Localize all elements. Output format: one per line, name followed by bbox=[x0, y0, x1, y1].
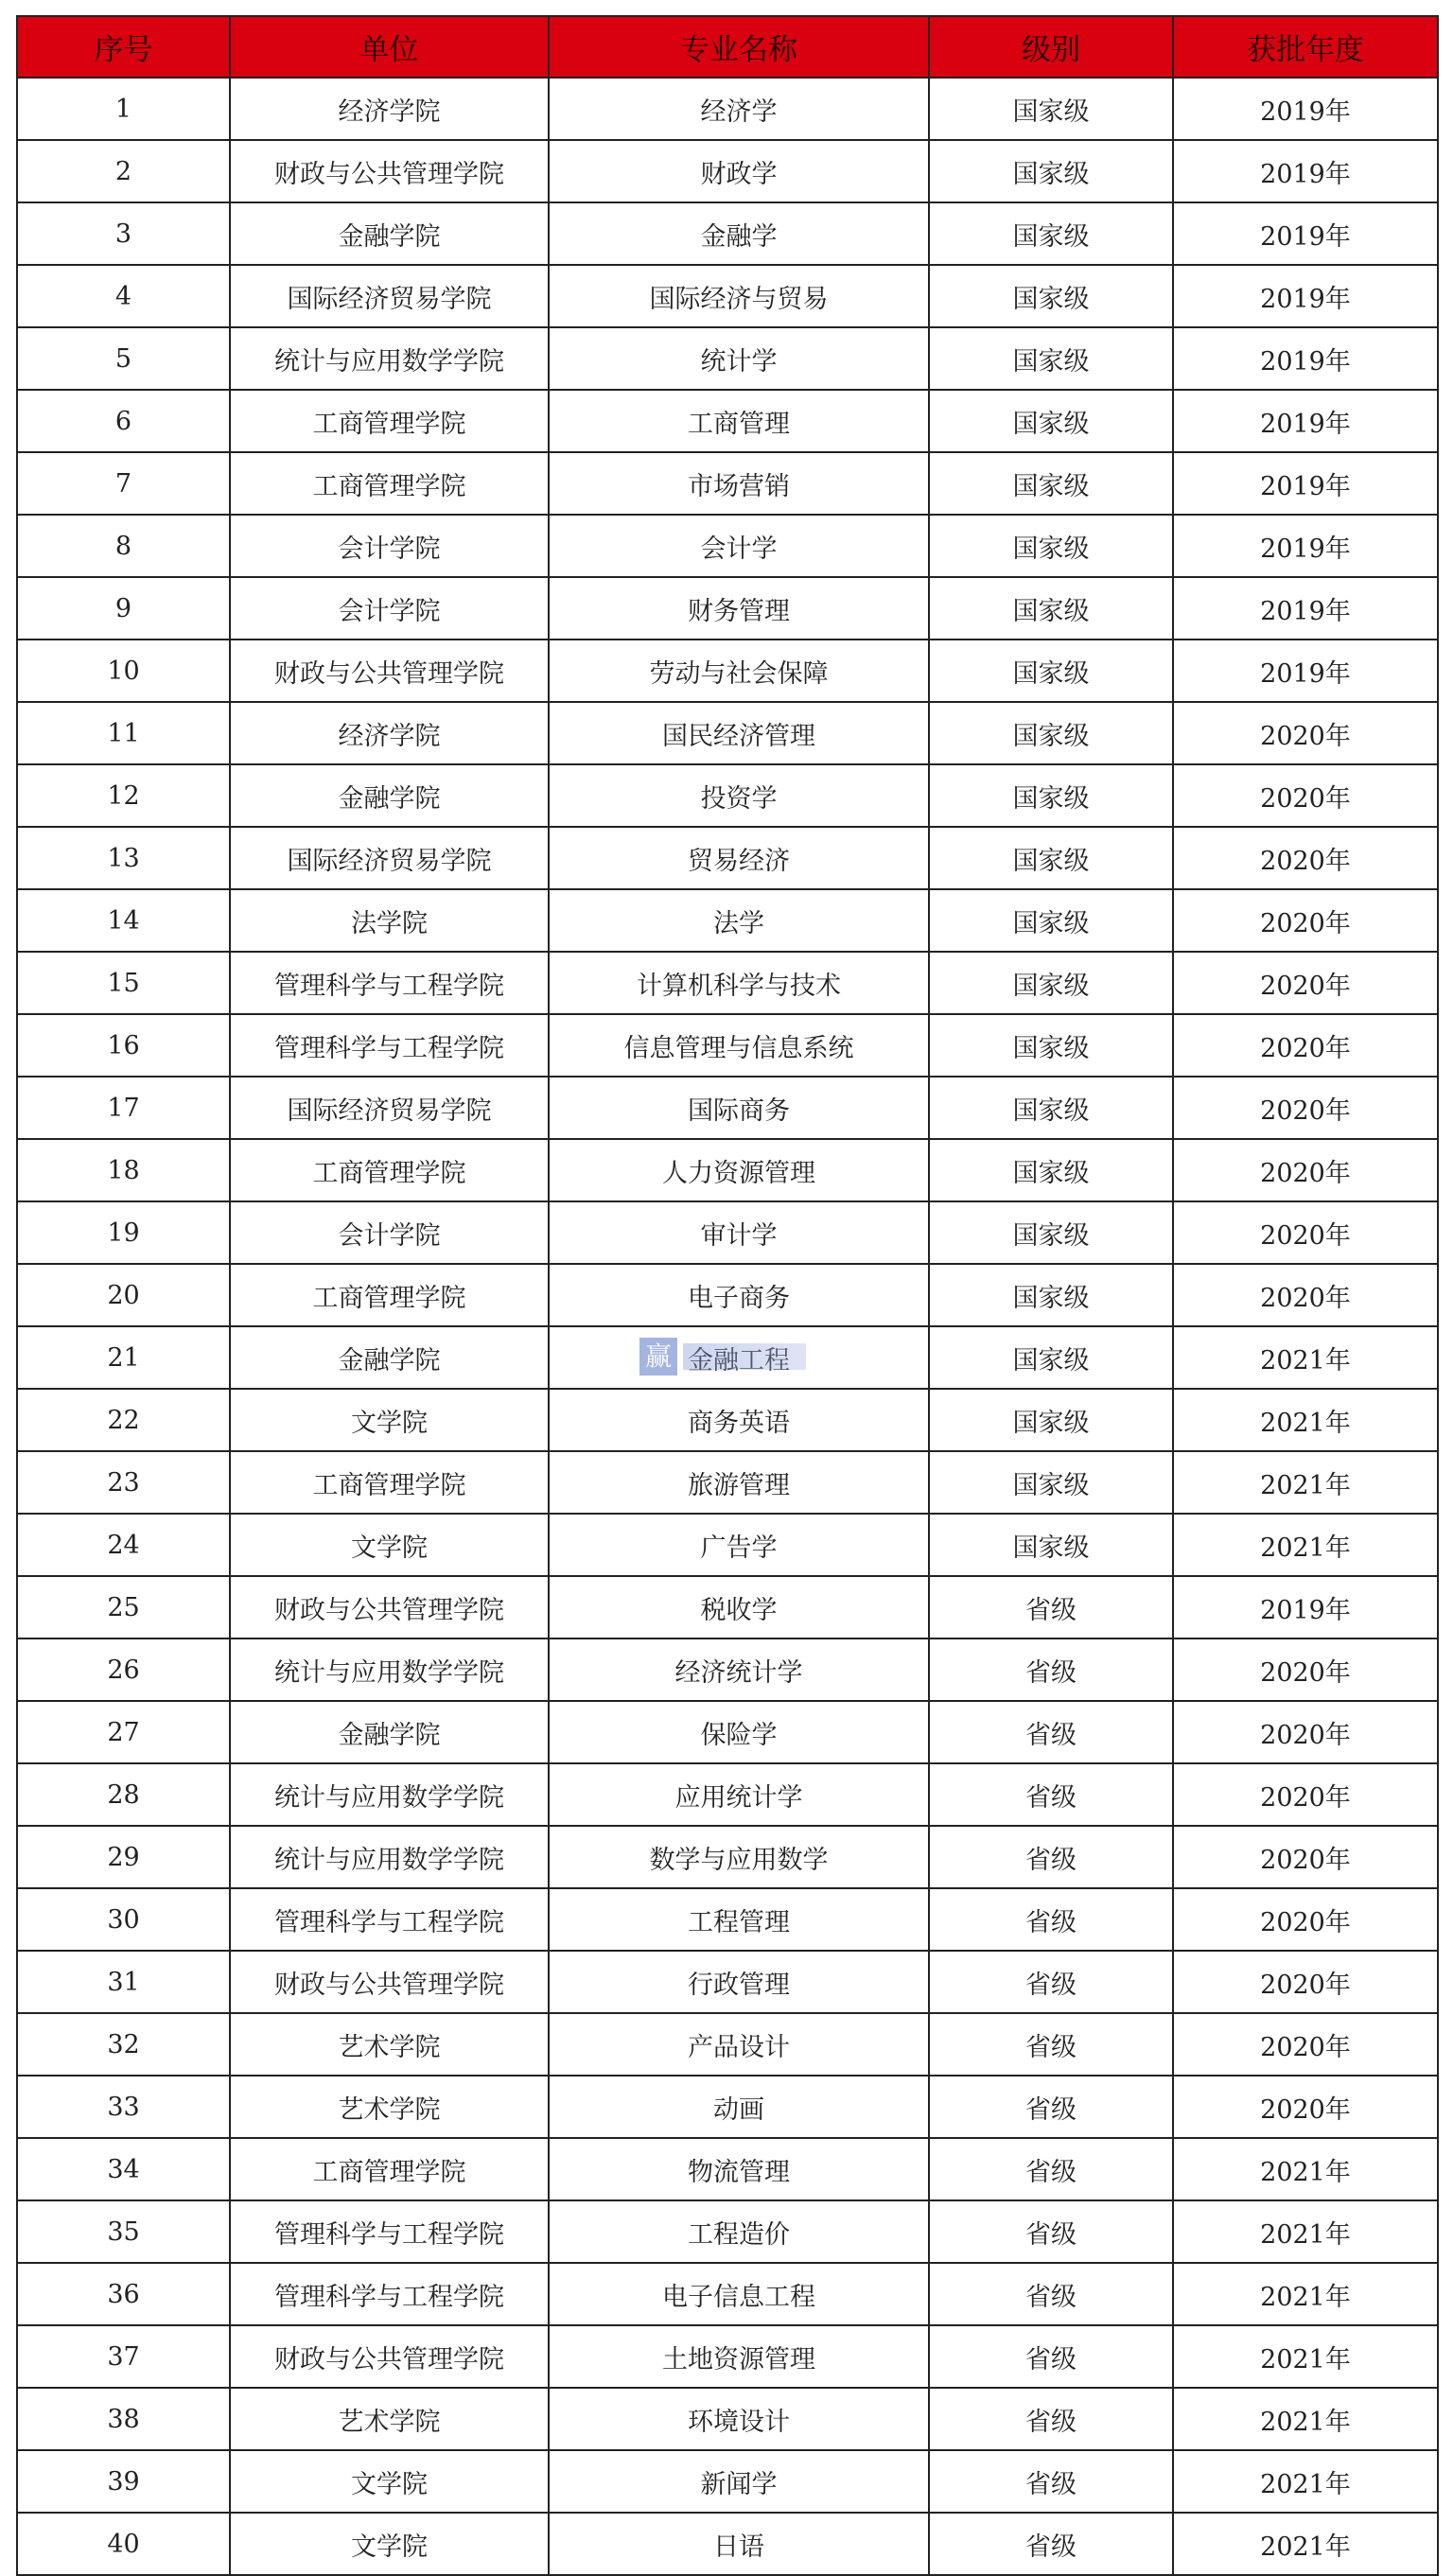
cell-index: 27 bbox=[17, 1701, 230, 1763]
cell-approval-year: 2019年 bbox=[1173, 452, 1438, 515]
cell-major-name: 经济统计学 bbox=[549, 1638, 929, 1701]
cell-unit: 金融学院 bbox=[230, 764, 549, 827]
cell-unit: 经济学院 bbox=[230, 78, 549, 140]
table-row bbox=[17, 1951, 1438, 2013]
table-row bbox=[17, 2013, 1438, 2076]
table-row bbox=[17, 952, 1438, 1014]
cell-index: 5 bbox=[17, 327, 230, 390]
cell-approval-year: 2020年 bbox=[1173, 1014, 1438, 1077]
table-row bbox=[17, 2138, 1438, 2200]
cell-approval-year: 2020年 bbox=[1173, 1888, 1438, 1951]
cell-approval-year: 2019年 bbox=[1173, 577, 1438, 640]
cell-approval-year: 2020年 bbox=[1173, 764, 1438, 827]
cell-index: 33 bbox=[17, 2076, 230, 2138]
cell-approval-year: 2021年 bbox=[1173, 1451, 1438, 1514]
cell-unit: 工商管理学院 bbox=[230, 1451, 549, 1514]
cell-level: 国家级 bbox=[929, 515, 1173, 577]
cell-major-name: 电子信息工程 bbox=[549, 2263, 929, 2325]
cell-unit: 工商管理学院 bbox=[230, 452, 549, 515]
table-body bbox=[17, 78, 1438, 2575]
table-row bbox=[17, 1701, 1438, 1763]
cell-index: 11 bbox=[17, 702, 230, 764]
cell-index: 37 bbox=[17, 2325, 230, 2388]
table-row bbox=[17, 640, 1438, 702]
cell-index: 32 bbox=[17, 2013, 230, 2076]
cell-unit: 管理科学与工程学院 bbox=[230, 2200, 549, 2263]
cell-approval-year: 2020年 bbox=[1173, 952, 1438, 1014]
table-row bbox=[17, 702, 1438, 764]
cell-major-name: 电子商务 bbox=[549, 1264, 929, 1326]
cell-unit: 文学院 bbox=[230, 1514, 549, 1576]
cell-level: 国家级 bbox=[929, 1264, 1173, 1326]
cell-level: 国家级 bbox=[929, 390, 1173, 452]
cell-index: 35 bbox=[17, 2200, 230, 2263]
cell-index: 20 bbox=[17, 1264, 230, 1326]
cell-index: 13 bbox=[17, 827, 230, 889]
cell-unit: 金融学院 bbox=[230, 202, 549, 265]
table-row bbox=[17, 140, 1438, 202]
cell-unit: 管理科学与工程学院 bbox=[230, 1888, 549, 1951]
cell-unit: 文学院 bbox=[230, 2450, 549, 2513]
cell-index: 25 bbox=[17, 1576, 230, 1638]
table-row bbox=[17, 827, 1438, 889]
cell-major-name: 应用统计学 bbox=[549, 1763, 929, 1826]
cell-approval-year: 2019年 bbox=[1173, 1576, 1438, 1638]
cell-index: 22 bbox=[17, 1389, 230, 1451]
cell-approval-year: 2020年 bbox=[1173, 1763, 1438, 1826]
cell-index: 23 bbox=[17, 1451, 230, 1514]
cell-unit: 财政与公共管理学院 bbox=[230, 1951, 549, 2013]
table-row bbox=[17, 202, 1438, 265]
cell-major-name: 投资学 bbox=[549, 764, 929, 827]
table-row bbox=[17, 2076, 1438, 2138]
majors-table bbox=[16, 15, 1439, 2576]
cell-major-name: 会计学 bbox=[549, 515, 929, 577]
table-row bbox=[17, 2325, 1438, 2388]
table-header-row bbox=[17, 16, 1438, 78]
cell-unit: 工商管理学院 bbox=[230, 390, 549, 452]
cell-level: 国家级 bbox=[929, 1514, 1173, 1576]
cell-unit: 统计与应用数学学院 bbox=[230, 1763, 549, 1826]
cell-level: 国家级 bbox=[929, 78, 1173, 140]
cell-major-name: 劳动与社会保障 bbox=[549, 640, 929, 702]
cell-major-name: 广告学 bbox=[549, 1514, 929, 1576]
cell-index: 31 bbox=[17, 1951, 230, 2013]
cell-index: 10 bbox=[17, 640, 230, 702]
cell-index: 6 bbox=[17, 390, 230, 452]
cell-level: 国家级 bbox=[929, 577, 1173, 640]
cell-index: 30 bbox=[17, 1888, 230, 1951]
cell-level: 国家级 bbox=[929, 1014, 1173, 1077]
cell-unit: 国际经济贸易学院 bbox=[230, 265, 549, 327]
header-major-name: 专业名称 bbox=[549, 16, 929, 78]
cell-major-name: 信息管理与信息系统 bbox=[549, 1014, 929, 1077]
cell-index: 16 bbox=[17, 1014, 230, 1077]
cell-approval-year: 2019年 bbox=[1173, 515, 1438, 577]
cell-approval-year: 2021年 bbox=[1173, 2325, 1438, 2388]
header-unit: 单位 bbox=[230, 16, 549, 78]
cell-approval-year: 2020年 bbox=[1173, 2076, 1438, 2138]
cell-unit: 艺术学院 bbox=[230, 2013, 549, 2076]
cell-approval-year: 2020年 bbox=[1173, 1826, 1438, 1888]
cell-unit: 艺术学院 bbox=[230, 2076, 549, 2138]
cell-unit: 财政与公共管理学院 bbox=[230, 640, 549, 702]
table-row bbox=[17, 265, 1438, 327]
majors-table-sheet bbox=[16, 15, 1437, 2576]
cell-major-name: 市场营销 bbox=[549, 452, 929, 515]
cell-major-name: 工商管理 bbox=[549, 390, 929, 452]
cell-index: 21 bbox=[17, 1326, 230, 1389]
cell-level: 国家级 bbox=[929, 265, 1173, 327]
table-row bbox=[17, 1514, 1438, 1576]
cell-level: 国家级 bbox=[929, 1389, 1173, 1451]
cell-major-name: 工程管理 bbox=[549, 1888, 929, 1951]
cell-level: 省级 bbox=[929, 2013, 1173, 2076]
cell-level: 省级 bbox=[929, 1701, 1173, 1763]
cell-approval-year: 2021年 bbox=[1173, 2263, 1438, 2325]
cell-index: 7 bbox=[17, 452, 230, 515]
table-row bbox=[17, 327, 1438, 390]
cell-approval-year: 2020年 bbox=[1173, 1201, 1438, 1264]
cell-level: 国家级 bbox=[929, 702, 1173, 764]
cell-level: 省级 bbox=[929, 1826, 1173, 1888]
table-row bbox=[17, 1326, 1438, 1389]
cell-unit: 工商管理学院 bbox=[230, 1139, 549, 1201]
cell-major-name: 国民经济管理 bbox=[549, 702, 929, 764]
cell-index: 26 bbox=[17, 1638, 230, 1701]
cell-major-name: 审计学 bbox=[549, 1201, 929, 1264]
cell-major-name: 土地资源管理 bbox=[549, 2325, 929, 2388]
cell-major-name: 财务管理 bbox=[549, 577, 929, 640]
cell-level: 国家级 bbox=[929, 1451, 1173, 1514]
cell-major-name: 保险学 bbox=[549, 1701, 929, 1763]
cell-unit: 统计与应用数学学院 bbox=[230, 327, 549, 390]
cell-level: 国家级 bbox=[929, 952, 1173, 1014]
cell-unit: 管理科学与工程学院 bbox=[230, 952, 549, 1014]
cell-approval-year: 2021年 bbox=[1173, 2388, 1438, 2450]
cell-major-name: 新闻学 bbox=[549, 2450, 929, 2513]
table-row bbox=[17, 1077, 1438, 1139]
cell-approval-year: 2019年 bbox=[1173, 265, 1438, 327]
cell-major-name: 税收学 bbox=[549, 1576, 929, 1638]
table-row bbox=[17, 515, 1438, 577]
cell-level: 国家级 bbox=[929, 140, 1173, 202]
table-row bbox=[17, 1014, 1438, 1077]
table-row bbox=[17, 1638, 1438, 1701]
cell-unit: 文学院 bbox=[230, 2513, 549, 2575]
table-row bbox=[17, 1264, 1438, 1326]
cell-major-name: 经济学 bbox=[549, 78, 929, 140]
cell-major-name: 国际经济与贸易 bbox=[549, 265, 929, 327]
cell-index: 18 bbox=[17, 1139, 230, 1201]
cell-level: 国家级 bbox=[929, 327, 1173, 390]
cell-approval-year: 2020年 bbox=[1173, 1139, 1438, 1201]
cell-approval-year: 2020年 bbox=[1173, 889, 1438, 952]
cell-level: 国家级 bbox=[929, 640, 1173, 702]
cell-approval-year: 2019年 bbox=[1173, 140, 1438, 202]
cell-approval-year: 2020年 bbox=[1173, 1077, 1438, 1139]
cell-index: 17 bbox=[17, 1077, 230, 1139]
cell-unit: 管理科学与工程学院 bbox=[230, 2263, 549, 2325]
cell-index: 40 bbox=[17, 2513, 230, 2575]
cell-approval-year: 2019年 bbox=[1173, 327, 1438, 390]
cell-index: 2 bbox=[17, 140, 230, 202]
table-row bbox=[17, 1201, 1438, 1264]
cell-level: 省级 bbox=[929, 2325, 1173, 2388]
cell-unit: 艺术学院 bbox=[230, 2388, 549, 2450]
cell-major-name: 旅游管理 bbox=[549, 1451, 929, 1514]
cell-unit: 工商管理学院 bbox=[230, 2138, 549, 2200]
cell-major-name: 产品设计 bbox=[549, 2013, 929, 2076]
cell-unit: 工商管理学院 bbox=[230, 1264, 549, 1326]
table-row bbox=[17, 1888, 1438, 1951]
cell-level: 省级 bbox=[929, 1576, 1173, 1638]
cell-unit: 金融学院 bbox=[230, 1326, 549, 1389]
cell-approval-year: 2020年 bbox=[1173, 1264, 1438, 1326]
cell-major-name: 法学 bbox=[549, 889, 929, 952]
cell-unit: 会计学院 bbox=[230, 577, 549, 640]
table-row bbox=[17, 1576, 1438, 1638]
cell-index: 34 bbox=[17, 2138, 230, 2200]
cell-level: 省级 bbox=[929, 1951, 1173, 2013]
cell-approval-year: 2019年 bbox=[1173, 640, 1438, 702]
cell-level: 国家级 bbox=[929, 889, 1173, 952]
cell-level: 省级 bbox=[929, 2388, 1173, 2450]
table-row bbox=[17, 2388, 1438, 2450]
cell-approval-year: 2021年 bbox=[1173, 2450, 1438, 2513]
cell-unit: 经济学院 bbox=[230, 702, 549, 764]
cell-level: 省级 bbox=[929, 1638, 1173, 1701]
cell-major-name: 日语 bbox=[549, 2513, 929, 2575]
cell-level: 省级 bbox=[929, 1888, 1173, 1951]
cell-unit: 会计学院 bbox=[230, 515, 549, 577]
cell-unit: 会计学院 bbox=[230, 1201, 549, 1264]
cell-approval-year: 2019年 bbox=[1173, 202, 1438, 265]
table-row bbox=[17, 2450, 1438, 2513]
cell-level: 国家级 bbox=[929, 764, 1173, 827]
cell-level: 省级 bbox=[929, 2076, 1173, 2138]
cell-approval-year: 2020年 bbox=[1173, 1701, 1438, 1763]
cell-major-name: 人力资源管理 bbox=[549, 1139, 929, 1201]
cell-unit: 文学院 bbox=[230, 1389, 549, 1451]
table-row bbox=[17, 2513, 1438, 2575]
cell-level: 国家级 bbox=[929, 1139, 1173, 1201]
table-row bbox=[17, 1763, 1438, 1826]
cell-approval-year: 2020年 bbox=[1173, 702, 1438, 764]
cell-index: 9 bbox=[17, 577, 230, 640]
table-row bbox=[17, 1826, 1438, 1888]
header-approval-year: 获批年度 bbox=[1173, 16, 1438, 78]
cell-major-name: 物流管理 bbox=[549, 2138, 929, 2200]
cell-approval-year: 2021年 bbox=[1173, 1514, 1438, 1576]
table-row bbox=[17, 1389, 1438, 1451]
table-row bbox=[17, 1139, 1438, 1201]
cell-major-name: 财政学 bbox=[549, 140, 929, 202]
watermark-logo-icon: 赢 bbox=[639, 1338, 677, 1376]
cell-level: 国家级 bbox=[929, 452, 1173, 515]
cell-level: 国家级 bbox=[929, 1326, 1173, 1389]
cell-index: 19 bbox=[17, 1201, 230, 1264]
cell-level: 国家级 bbox=[929, 1201, 1173, 1264]
table-row bbox=[17, 577, 1438, 640]
cell-major-name: 统计学 bbox=[549, 327, 929, 390]
cell-approval-year: 2021年 bbox=[1173, 2200, 1438, 2263]
cell-index: 28 bbox=[17, 1763, 230, 1826]
cell-level: 国家级 bbox=[929, 202, 1173, 265]
cell-major-name: 数学与应用数学 bbox=[549, 1826, 929, 1888]
cell-major-name: 行政管理 bbox=[549, 1951, 929, 2013]
cell-level: 省级 bbox=[929, 2513, 1173, 2575]
cell-unit: 管理科学与工程学院 bbox=[230, 1014, 549, 1077]
table-row bbox=[17, 889, 1438, 952]
cell-approval-year: 2021年 bbox=[1173, 2138, 1438, 2200]
cell-unit: 国际经济贸易学院 bbox=[230, 1077, 549, 1139]
table-row bbox=[17, 764, 1438, 827]
cell-index: 14 bbox=[17, 889, 230, 952]
cell-index: 4 bbox=[17, 265, 230, 327]
cell-index: 15 bbox=[17, 952, 230, 1014]
cell-index: 24 bbox=[17, 1514, 230, 1576]
cell-unit: 统计与应用数学学院 bbox=[230, 1638, 549, 1701]
cell-level: 省级 bbox=[929, 2200, 1173, 2263]
cell-major-name: 商务英语 bbox=[549, 1389, 929, 1451]
header-level: 级别 bbox=[929, 16, 1173, 78]
cell-index: 8 bbox=[17, 515, 230, 577]
table-row bbox=[17, 452, 1438, 515]
cell-major-name: 金融学 bbox=[549, 202, 929, 265]
cell-unit: 财政与公共管理学院 bbox=[230, 2325, 549, 2388]
cell-index: 36 bbox=[17, 2263, 230, 2325]
cell-approval-year: 2021年 bbox=[1173, 1389, 1438, 1451]
cell-unit: 财政与公共管理学院 bbox=[230, 1576, 549, 1638]
cell-major-name: 环境设计 bbox=[549, 2388, 929, 2450]
cell-level: 省级 bbox=[929, 2138, 1173, 2200]
table-row bbox=[17, 390, 1438, 452]
cell-major-name: 金融工程 bbox=[549, 1326, 929, 1389]
cell-approval-year: 2020年 bbox=[1173, 1638, 1438, 1701]
cell-major-name: 动画 bbox=[549, 2076, 929, 2138]
cell-index: 12 bbox=[17, 764, 230, 827]
cell-level: 省级 bbox=[929, 2263, 1173, 2325]
cell-index: 29 bbox=[17, 1826, 230, 1888]
table-row bbox=[17, 1451, 1438, 1514]
cell-level: 省级 bbox=[929, 1763, 1173, 1826]
cell-approval-year: 2021年 bbox=[1173, 2513, 1438, 2575]
cell-level: 国家级 bbox=[929, 1077, 1173, 1139]
cell-approval-year: 2019年 bbox=[1173, 78, 1438, 140]
cell-major-name: 贸易经济 bbox=[549, 827, 929, 889]
cell-unit: 金融学院 bbox=[230, 1701, 549, 1763]
table-row bbox=[17, 78, 1438, 140]
cell-major-name: 国际商务 bbox=[549, 1077, 929, 1139]
cell-approval-year: 2021年 bbox=[1173, 1326, 1438, 1389]
cell-index: 39 bbox=[17, 2450, 230, 2513]
cell-index: 38 bbox=[17, 2388, 230, 2450]
cell-level: 国家级 bbox=[929, 827, 1173, 889]
table-row bbox=[17, 2200, 1438, 2263]
header-index: 序号 bbox=[17, 16, 230, 78]
cell-level: 省级 bbox=[929, 2450, 1173, 2513]
cell-approval-year: 2020年 bbox=[1173, 1951, 1438, 2013]
table-row bbox=[17, 2263, 1438, 2325]
cell-unit: 统计与应用数学学院 bbox=[230, 1826, 549, 1888]
cell-unit: 财政与公共管理学院 bbox=[230, 140, 549, 202]
cell-major-name: 计算机科学与技术 bbox=[549, 952, 929, 1014]
cell-approval-year: 2020年 bbox=[1173, 2013, 1438, 2076]
cell-index: 1 bbox=[17, 78, 230, 140]
cell-index: 3 bbox=[17, 202, 230, 265]
cell-unit: 国际经济贸易学院 bbox=[230, 827, 549, 889]
cell-unit: 法学院 bbox=[230, 889, 549, 952]
cell-major-name: 工程造价 bbox=[549, 2200, 929, 2263]
cell-approval-year: 2020年 bbox=[1173, 827, 1438, 889]
cell-approval-year: 2019年 bbox=[1173, 390, 1438, 452]
